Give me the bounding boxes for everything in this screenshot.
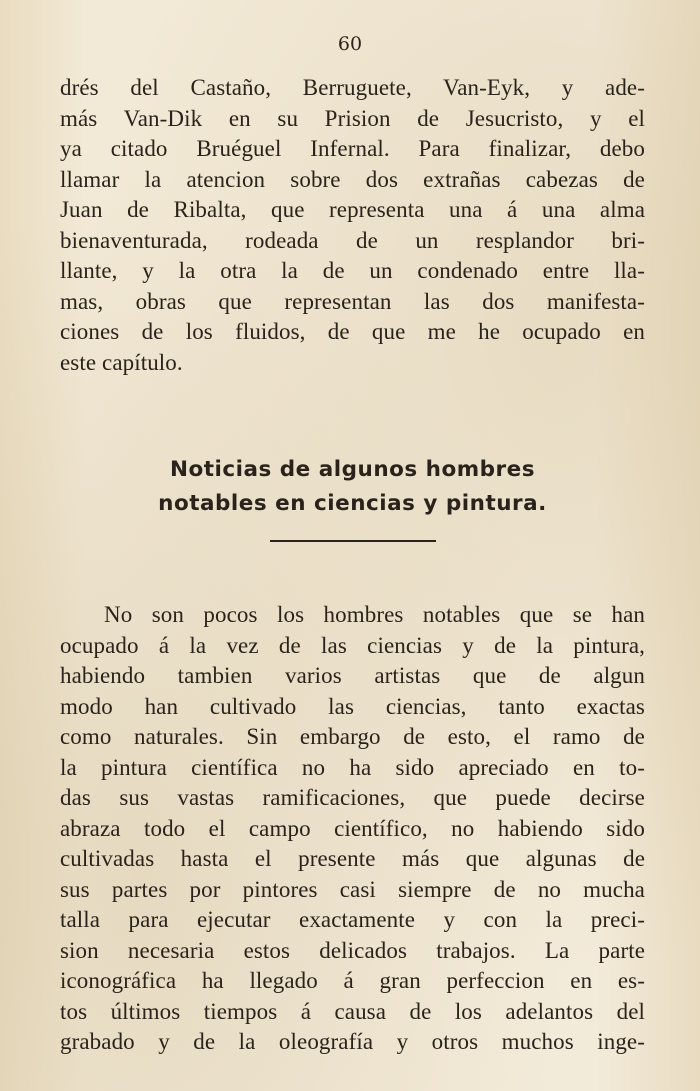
text-line: más Van-Dik en su Prision de Jesucristo, y el xyxy=(60,105,645,131)
text-line: llamar la atencion sobre dos extrañas cabezas de xyxy=(60,166,645,192)
text-line: drés del Castaño, Berruguete, Van-Eyk, y ade- xyxy=(60,75,645,100)
section-heading-line-2: notables en ciencias y pintura. xyxy=(158,491,547,516)
text-line: bienaventurada, rodeada de un resplandor bri- xyxy=(60,227,645,253)
page-number: 60 xyxy=(337,33,363,55)
text-line: modo han cultivado las ciencias, tanto exactas xyxy=(60,693,645,719)
text-line: tos últimos tiempos á causa de los adelantos del xyxy=(60,998,645,1024)
text-line: sus partes por pintores casi siempre de no mucha xyxy=(60,876,645,902)
text-line: Juan de Ribalta, que representa una á una alma xyxy=(60,197,645,222)
text-line: cultivadas hasta el presente más que algunas de xyxy=(60,846,645,871)
text-line: mas, obras que representan las dos manifesta- xyxy=(60,288,645,314)
section-heading-line-1: Noticias de algunos hombres xyxy=(169,457,536,482)
text-line: talla para ejecutar exactamente y con la preci- xyxy=(60,907,645,932)
text-line: la pintura científica no ha sido apreciado en to- xyxy=(60,754,645,780)
section-divider xyxy=(270,540,436,542)
text-line: habiendo tambien varios artistas que de algun xyxy=(60,663,645,688)
text-line: abraza todo el campo científico, no habiendo sido xyxy=(60,815,645,841)
text-line: este capítulo. xyxy=(60,349,183,375)
text-line: ocupado á la vez de las ciencias y de la pintura, xyxy=(60,632,645,658)
text-line: grabado y de la oleografía y otros muchos inge- xyxy=(60,1029,645,1054)
paragraph-top xyxy=(60,73,645,378)
text-line: ya citado Bruéguel Infernal. Para finalizar, debo xyxy=(60,136,645,161)
text-line: das sus vastas ramificaciones, que puede decirse xyxy=(60,785,645,810)
text-line: sion necesaria estos delicados trabajos. La parte xyxy=(60,937,645,963)
text-line: iconográfica ha llegado á gran perfeccion en es- xyxy=(60,968,645,993)
text-line: como naturales. Sin embargo de esto, el ramo de xyxy=(60,724,645,749)
text-line: ciones de los fluidos, de que me he ocupado en xyxy=(60,319,645,344)
paragraph-bottom xyxy=(60,600,645,1058)
text-line: llante, y la otra la de un condenado entre lla- xyxy=(60,258,645,283)
text-line: No son pocos los hombres notables que se han xyxy=(104,602,645,627)
